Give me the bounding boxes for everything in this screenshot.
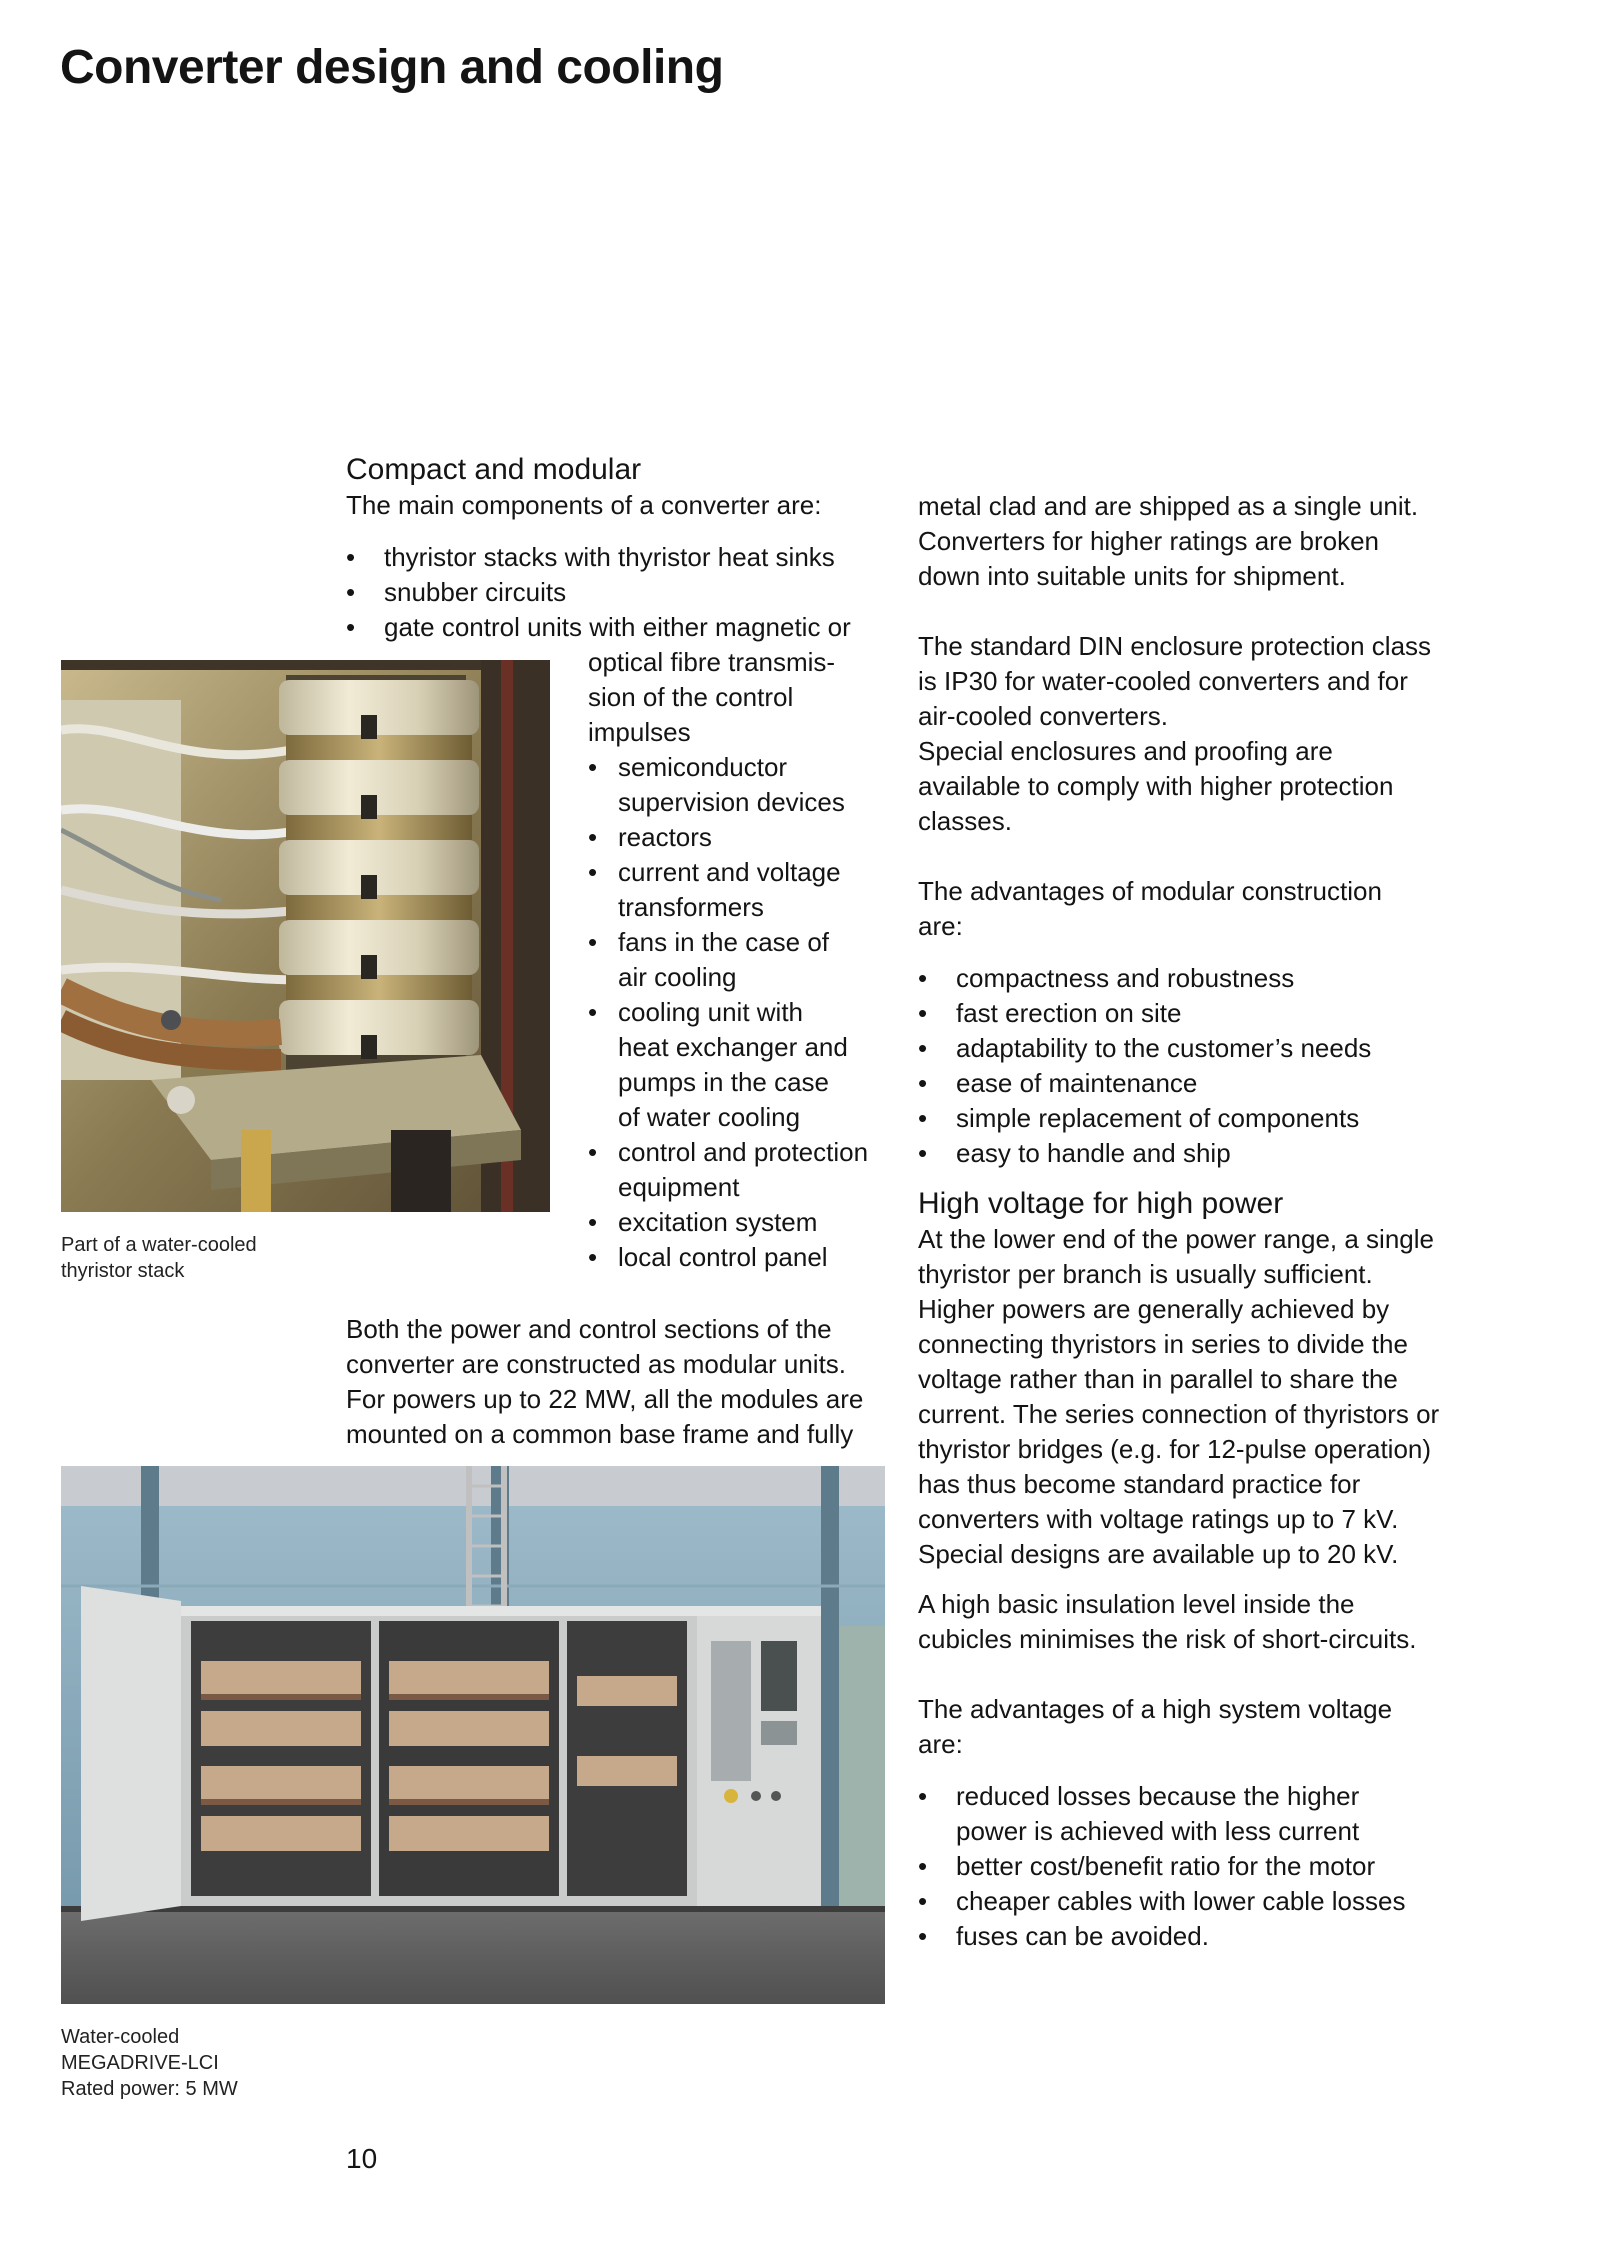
list-item: • fuses can be avoided.: [918, 1919, 1478, 1954]
text-line: For powers up to 22 MW, all the modules are: [346, 1384, 864, 1414]
components-list-narrow: [588, 750, 898, 1275]
text-line: converter are constructed as modular units.: [346, 1349, 847, 1379]
page-title: Converter design and cooling: [60, 41, 724, 94]
caption-line: Water-cooled: [61, 2026, 180, 2048]
right-column: [918, 489, 1478, 1954]
enclosure-paragraph: The standard DIN enclosure protection class is IP30 for water-cooled converters and for air-cooled converters. Special enclosures and proofing are available to comply with higher protection classes.: [918, 631, 1432, 836]
text-line: mounted on a common base frame and fully: [346, 1419, 854, 1449]
caption-line: thyristor stack: [61, 1260, 185, 1282]
page-number: 10: [346, 2143, 378, 2174]
list-item: • cooling unit with heat exchanger and pumps in the case of water cooling: [588, 995, 898, 1135]
list-item: • local control panel: [588, 1240, 898, 1275]
list-item: • simple replacement of components: [918, 1101, 1478, 1136]
cabinet-photo-caption: [61, 2024, 238, 2102]
list-item: • easy to handle and ship: [918, 1136, 1478, 1171]
list-item: • reactors: [588, 820, 898, 855]
caption-line: Rated power: 5 MW: [61, 2078, 238, 2100]
components-list-continued: [588, 645, 898, 1275]
modular-advantages-list: [918, 961, 1478, 1171]
text-line: optical fibre transmis-: [588, 647, 836, 677]
list-item: • better cost/benefit ratio for the motor: [918, 1849, 1478, 1884]
list-item: • semiconductor supervision devices: [588, 750, 898, 820]
list-item: • adaptability to the customer’s needs: [918, 1031, 1478, 1066]
text-line: Both the power and control sections of the: [346, 1314, 832, 1344]
list-item: • reduced losses because the higher power is achieved with less current: [918, 1779, 1478, 1849]
list-item: • ease of maintenance: [918, 1066, 1478, 1101]
cabinet-photo: [61, 1466, 885, 2004]
list-item: • control and protection equipment: [588, 1135, 898, 1205]
list-item: • compactness and robustness: [918, 961, 1478, 996]
components-intro: The main components of a converter are:: [346, 490, 822, 520]
thyristor-stack-image: [61, 660, 550, 1212]
compact-heading: Compact and modular: [346, 453, 642, 486]
components-list: [346, 540, 906, 645]
text-line: impulses: [588, 717, 691, 747]
high-voltage-paragraph: At the lower end of the power range, a single thyristor per branch is usually sufficient. Higher powers are generally achieved by connecting thyristors in series to divide the voltage rather than in parallel to share the current. The series connection of thyristors or thyristor bridges (e.g. for 12-pulse operation) has thus become standard practice for converters with voltage ratings up to 7 kV. Special designs are available up to 20 kV.: [918, 1224, 1440, 1569]
caption-line: MEGADRIVE-LCI: [61, 2052, 219, 2074]
list-item: • current and voltage transformers: [588, 855, 898, 925]
list-item: • thyristor stacks with thyristor heat sinks: [346, 540, 906, 575]
text-line: sion of the control: [588, 682, 794, 712]
caption-line: Part of a water-cooled: [61, 1234, 257, 1256]
list-item: • cheaper cables with lower cable losses: [918, 1884, 1478, 1919]
list-item: • snubber circuits: [346, 575, 906, 610]
list-item: • fans in the case of air cooling: [588, 925, 898, 995]
high-voltage-heading: High voltage for high power: [918, 1187, 1284, 1220]
modular-paragraph: [346, 1312, 906, 1452]
list-item-continuation: [588, 645, 898, 750]
modular-advantages-intro: The advantages of modular construction are:: [918, 876, 1382, 941]
modular-paragraph-continued: metal clad and are shipped as a single unit. Converters for higher ratings are broken down into suitable units for shipment.: [918, 491, 1419, 591]
high-voltage-advantages-intro: The advantages of a high system voltage are:: [918, 1694, 1393, 1759]
stack-photo-caption: [61, 1232, 257, 1284]
list-item: • gate control units with either magnetic or: [346, 610, 906, 645]
high-voltage-advantages-list: [918, 1779, 1478, 1954]
compact-section: [346, 452, 906, 645]
insulation-paragraph: A high basic insulation level inside the cubicles minimises the risk of short-circuits.: [918, 1589, 1417, 1654]
list-item: • excitation system: [588, 1205, 898, 1240]
megadrive-cabinet-image: [61, 1466, 885, 2004]
thyristor-stack-photo: [61, 660, 550, 1212]
list-item: • fast erection on site: [918, 996, 1478, 1031]
